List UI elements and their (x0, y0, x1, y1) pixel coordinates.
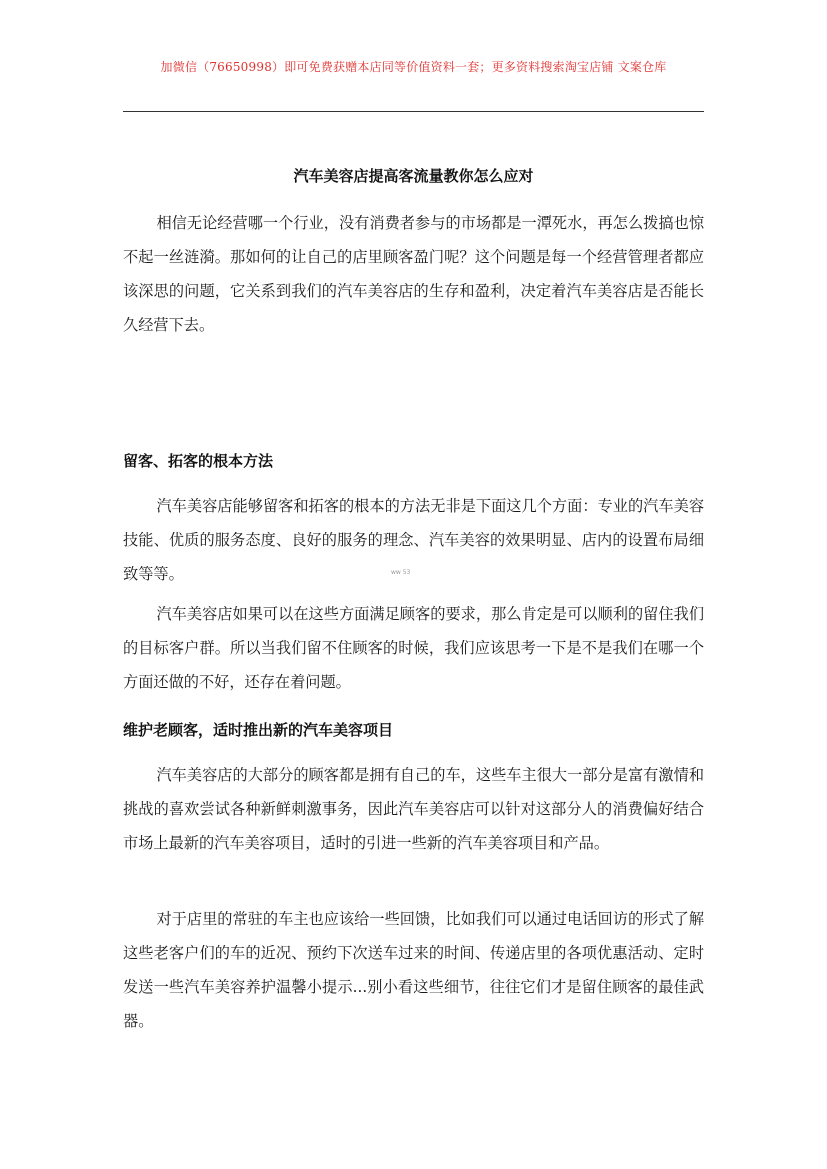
section-heading-old-customers: 维护老顾客，适时推出新的汽车美容项目 (123, 721, 394, 739)
inline-mark: ww 53 (391, 569, 411, 576)
intro-paragraph: 相信无论经营哪一个行业，没有消费者参与的市场都是一潭死水，再怎么拨搞也惊不起一丝涟漪。那如何的让自己的店里顾客盈门呢？这个问题是每一个经营管理者都应该深思的问题，它关系到我们的汽车美容店的生存和盈利，决定着汽车美容店是否能长久经营下去。 (123, 214, 704, 334)
retention-paragraph-2: 汽车美容店如果可以在这些方面满足顾客的要求，那么肯定是可以顺利的留住我们的目标客户群。所以当我们留不住顾客的时候，我们应该思考一下是不是我们在哪一个方面还做的不好，还存在着问题。 (123, 605, 704, 691)
section-heading-retention: 留客、拓客的根本方法 (123, 452, 274, 470)
document-title: 汽车美容店提高客流量教你怎么应对 (293, 167, 534, 185)
retention-paragraph-1: 汽车美容店能够留客和拓客的根本的方法无非是下面这几个方面：专业的汽车美容技能、优质的服务态度、良好的服务的理念、汽车美容的效果明显、店内的设置布局细致等等。 (123, 497, 704, 583)
header-promo-text: 加微信（76650998）即可免费获赠本店同等价值资料一套；更多资料搜索淘宝店铺 文案仓库 (160, 60, 667, 74)
header-divider (123, 111, 704, 112)
old-customers-paragraph-2: 对于店里的常驻的车主也应该给一些回馈，比如我们可以通过电话回访的形式了解这些老客户们的车的近况、预约下次送车过来的时间、传递店里的各项优惠活动、定时发送一些汽车美容养护温馨小提示...别小看这些细节，往往它们才是留住顾客的最佳武器。 (123, 910, 704, 1030)
old-customers-paragraph-1: 汽车美容店的大部分的顾客都是拥有自己的车，这些车主很大一部分是富有激情和挑战的喜欢尝试各种新鲜刺激事务，因此汽车美容店可以针对这部分人的消费偏好结合市场上最新的汽车美容项目，适时的引进一些新的汽车美容项目和产品。 (123, 766, 704, 852)
